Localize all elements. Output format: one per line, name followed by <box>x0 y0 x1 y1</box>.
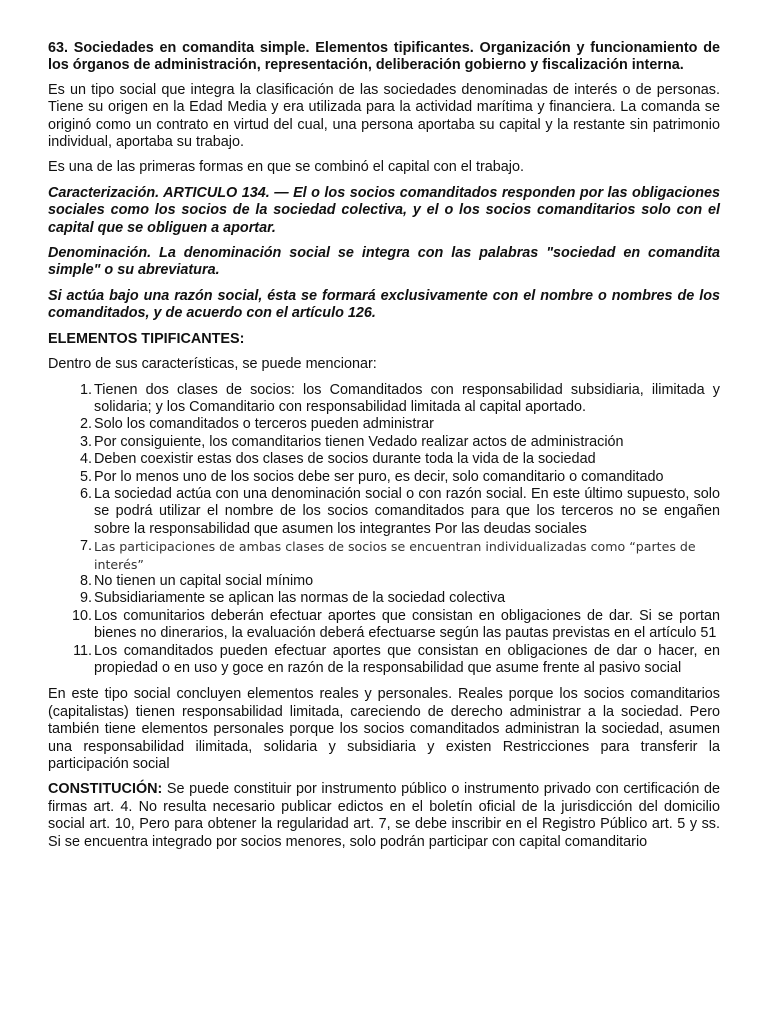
elements-heading: ELEMENTOS TIPIFICANTES: <box>48 330 245 347</box>
list-number: 4. <box>79 451 92 468</box>
list-number: 2. <box>79 416 92 433</box>
list-text: Tienen dos clases de socios: los Comanditados con responsabilidad subsidiaria, ilimitada y solidaria; y los Comanditario con responsabilidad limitada al capital aportado. <box>94 381 720 415</box>
intro-paragraph: Es un tipo social que integra la clasificación de las sociedades denominadas de interés o de personas. Tiene su origen en la Edad Media y era utilizada para la actividad marítima y financiera. La comanda se originó como un contrato en virtud del cual, una persona aportaba su capital y la restante sin patrimonio individual, aportaba su trabajo. <box>48 81 720 151</box>
list-item <box>48 573 720 590</box>
list-number: 5. <box>79 468 92 485</box>
list-number: 7. <box>79 538 92 555</box>
list-text: Deben coexistir estas dos clases de socios durante toda la vida de la sociedad <box>94 451 596 468</box>
list-text: No tienen un capital social mínimo <box>94 572 314 589</box>
list-number: 1. <box>79 381 92 398</box>
list-text: Por lo menos uno de los socios debe ser puro, es decir, solo comanditario o comanditado <box>94 468 664 485</box>
list-number: 6. <box>79 485 92 502</box>
section-title: 63. Sociedades en comandita simple. Elementos tipificantes. Organización y funcionamiento de los órganos de administración, representación, deliberación gobierno y fiscalización interna. <box>48 40 720 74</box>
razon-social-article: Si actúa bajo una razón social, ésta se formará exclusivamente con el nombre o nombres de los comanditados, y de acuerdo con el artículo 126. <box>48 287 720 322</box>
list-text: La sociedad actúa con una denominación social o con razón social. En este último supuesto, solo se podrá utilizar el nombre de los socios comanditados para que los terceros no se engañen sobre la responsabilidad que asumen los integrantes Por las deudas sociales <box>94 485 720 537</box>
list-item <box>48 608 720 643</box>
list-text: Por consiguiente, los comanditarios tienen Vedado realizar actos de administración <box>94 433 624 450</box>
list-text: Solo los comanditados o terceros pueden administrar <box>94 416 434 433</box>
list-item <box>48 469 720 486</box>
characteristics-list <box>48 382 720 678</box>
intro-paragraph: Es una de las primeras formas en que se combinó el capital con el trabajo. <box>48 159 524 176</box>
list-number: 10. <box>71 607 92 624</box>
elements-intro: Dentro de sus características, se puede mencionar: <box>48 356 377 373</box>
caracterizacion-article: Caracterización. ARTICULO 134. — El o los socios comanditados responden por las obligaciones sociales como los socios de la sociedad colectiva, y el o los socios comanditarios solo con el capital que se obliguen a aportar. <box>48 184 720 236</box>
list-item <box>48 643 720 678</box>
list-number: 9. <box>79 590 92 607</box>
list-text: Los comanditados pueden efectuar aportes que consistan en obligaciones de dar o hacer, en propiedad o en uso y goce en razón de la responsabilidad que asume frente al pasivo social <box>94 642 720 676</box>
list-number: 8. <box>79 572 92 589</box>
list-item <box>48 416 720 433</box>
list-item <box>48 451 720 468</box>
conclusion-paragraph: En este tipo social concluyen elementos reales y personales. Reales porque los socios comanditarios (capitalistas) tienen responsabilidad limitada, careciendo de derecho administrar a la sociedad. Pero también tiene elementos personales porque los socios comanditados administran la sociedad, asumen una responsabilidad ilimitada, solidaria y subsidiaria y existen Restricciones para transferir la participación social <box>48 686 720 773</box>
constitution-text: Se puede constituir por instrumento público o instrumento privado con certificación de firmas art. 4. No resulta necesario publicar edictos en el boletín oficial de la jurisdicción del domicilio social art. 10, Pero para obtener la regularidad art. 7, se debe inscribir en el Registro Público art. 5 y ss. Si se encuentra integrado por socios menores, solo podrán participar con capital comanditario <box>48 781 720 850</box>
list-text: Las participaciones de ambas clases de socios se encuentran individualizadas como “partes de interés” <box>94 539 696 572</box>
denominacion-article: Denominación. La denominación social se integra con las palabras "sociedad en comandita simple" o su abreviatura. <box>48 245 720 279</box>
list-number: 3. <box>79 433 92 450</box>
list-item <box>48 486 720 538</box>
list-item <box>48 590 720 607</box>
list-item <box>48 434 720 451</box>
constitution-paragraph <box>48 781 720 851</box>
list-text: Los comunitarios deberán efectuar aportes que consistan en obligaciones de dar. Si se portan bienes no dinerarios, la evaluación deberá efectuarse según las pautas previstas en el artículo 51 <box>94 607 720 642</box>
list-text: Subsidiariamente se aplican las normas de la sociedad colectiva <box>94 590 506 607</box>
constitution-label: CONSTITUCIÓN: <box>48 781 163 798</box>
list-item <box>48 382 720 417</box>
list-item <box>48 538 720 573</box>
list-number: 11. <box>73 642 92 659</box>
